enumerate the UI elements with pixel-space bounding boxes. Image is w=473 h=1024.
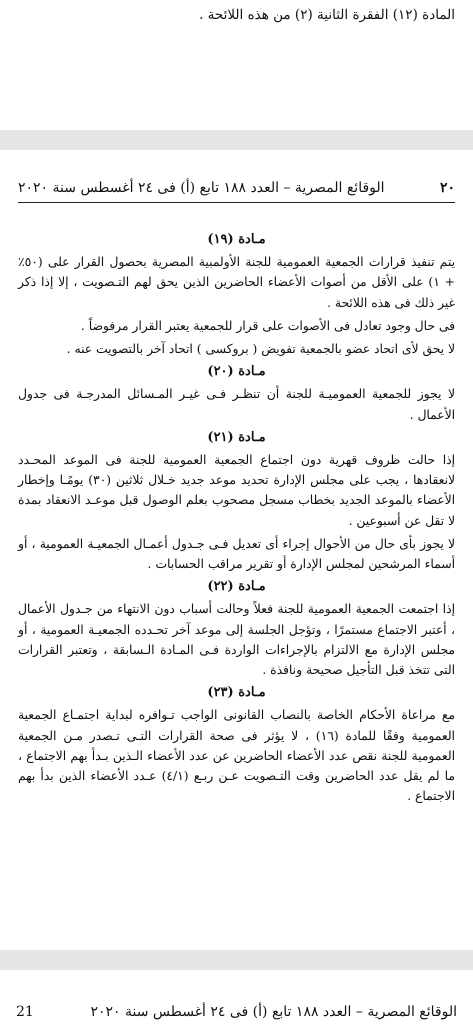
- article-20: [18, 362, 455, 425]
- page-number: ٢٠: [439, 180, 455, 196]
- article-21: [18, 428, 455, 574]
- article-paragraph: إذا اجتمعت الجمعية العمومية للجنة فعلاً وحالت أسباب دون الانتهاء من جـدول الأعمال ، أعتبر الاجتماع مستمرًا ، وتؤجل الجلسة إلى موعد آخر تحـدده الجمعيـة العمومية ، أو مجلس الإدارة مع الالتزام بالإجراءات الواردة فـى المـادة الـسابقة ، وتعتبر القرارات التى تتخذ قبل التأجيل صحيحة ونافذة .: [18, 602, 455, 678]
- page-header: [18, 178, 455, 203]
- article-paragraph: لا يحق لأى اتحاد عضو بالجمعية تفويض ( بروكسى ) اتحاد آخر بالتصويت عنه .: [66, 342, 455, 357]
- page-gap: [0, 950, 473, 970]
- article-paragraph: لا يجوز بأى حال من الأحوال إجراء أى تعديل فـى جـدول أعمـال الجمعيـة العمومية ، أو أسماء المرشحين لمجلس الإدارة أو تقرير مراقب الحسابات .: [18, 536, 455, 572]
- article-title: مـادة (٢٠): [207, 364, 266, 380]
- next-page-fragment: [0, 970, 473, 1024]
- document-page: [0, 150, 473, 950]
- journal-title: الوقائع المصرية – العدد ١٨٨ تابع (أ) فى ٢٤ أغسطس سنة ٢٠٢٠: [90, 1004, 457, 1020]
- article-paragraph: لا يجوز للجمعية العموميـة للجنة أن تنظـر فـى غيـر المـسائل المدرجـة فى جدول الأعمال .: [18, 387, 455, 422]
- article-paragraph: إذا حالت ظروف قهرية دون اجتماع الجمعية العمومية للجنة فى الموعد المحـدد لانعقادها ، يجب على مجلس الإدارة تحديد موعد جديد خـلال ثلاثين (٣٠) يومًـا وإخطار الأعضاء بالموعد الجديد بخطاب مسجل مصحوب بعلم الوصول قبل موعـد الانعقاد بمدة لا تقل عن أسبوعين .: [18, 453, 455, 528]
- page-gap: [0, 130, 473, 150]
- article-22: [18, 577, 455, 680]
- article-19: [18, 230, 455, 359]
- article-23: [18, 683, 455, 806]
- previous-page-text: المادة (١٢) الفقرة الثانية (٢) من هذه اللائحة .: [199, 7, 455, 23]
- article-title: مـادة (٢٢): [207, 579, 266, 595]
- article-title: مـادة (٢٣): [207, 685, 266, 701]
- article-title: مـادة (٢١): [207, 429, 266, 445]
- journal-title: الوقائع المصرية – العدد ١٨٨ تابع (أ) فى ٢٤ أغسطس سنة ٢٠٢٠: [18, 180, 385, 196]
- page-body: [18, 228, 455, 809]
- previous-page-fragment: [0, 0, 473, 130]
- next-page-header: [16, 1002, 457, 1022]
- article-title: مـادة (١٩): [207, 232, 266, 247]
- article-paragraph: فى حال وجود تعادل فى الأصوات على قرار للجمعية يعتبر القرار مرفوضاً .: [80, 318, 455, 333]
- article-paragraph: يتم تنفيذ قرارات الجمعية العمومية للجنة الأولمبية المصرية بحصول القرار على (٥٠٪ + ١) على الأقل من أصوات الأعضاء الحاضرين الذين يحق لهم التـصويت ، إلا إذا ذكر غير ذلك فى هذه اللائحة .: [18, 255, 455, 310]
- article-paragraph: مع مراعاة الأحكام الخاصة بالنصاب القانونى الواجب تـوافره لبداية اجتمـاع الجمعية العمومية وفقًا للمادة (١٦) ، لا يؤثر فى صحة القرارات التـى تـصدر مـن الجمعية العمومية للجنة نقص عدد الأعضاء الحاضرين عن عدد الأعضاء الـذين بـدأ بهم الاجتماع ، ما لم يقل عدد الحاضرين وقت التـصويت عـن ربـع (٤/١) عـدد الأعضاء الذين بدأ بهم الاجتماع .: [18, 708, 455, 804]
- page-number: 21: [16, 1004, 34, 1020]
